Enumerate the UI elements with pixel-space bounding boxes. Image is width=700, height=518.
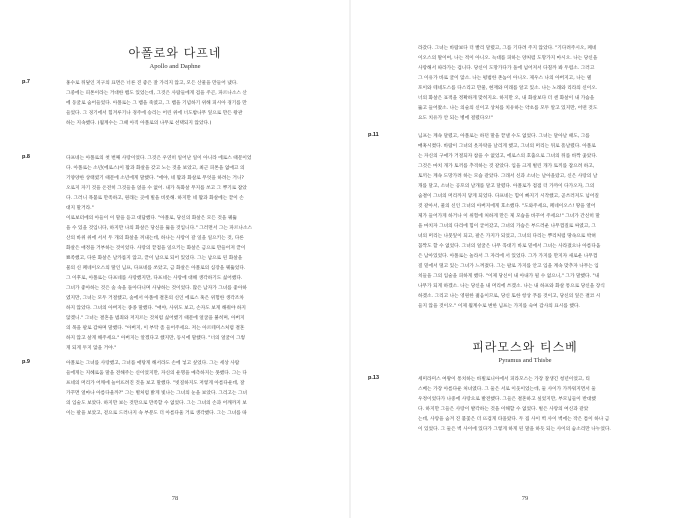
text-line: 그 이유가 바로 굴이 않소. 나는 평범한 촌놈이 아니오. 제우스 나의 아버지고, 나는 델 [418,76,592,81]
text-line: 이 있었다. 그 둘은 벽 사이에 있다가 그렇게 하게 된 말을 하듯 되는 사이의 숨소리만 나누었다. [418,427,611,432]
right-title-block [350,338,700,364]
text-line: 녀의 머리는 나뭇잎이 되고, 팔은 가지가 되었고, 그녀의 다리는 뿌리처럼 땅속으로 박혀 [418,234,596,239]
page-marker: p.9 [22,359,30,365]
text-line: 님프는 계속 달렸고, 아폴로는 하던 말을 끝낼 수도 없었다. 그녀는 달아날 때도, 그를 [418,134,590,139]
text-line: 들지 않을 것이오." 이제 월계수로 변한 님프는 가지를 숙여 감사의 표시를 했다. [418,304,580,309]
text-line: 다. 그러니 목불로 만족하고, 원래는 곳에 빌을 비롯해. 하지만 네 활과 화살에는 끝이 손 [66,196,244,201]
text-line: 너의 화살은 표적을 정확하게 맞히지요. 하지만 오, 내 화살보다 더 센 화살이 내 가슴을 [418,96,595,101]
text-line: 대지 말거라." [66,206,94,211]
page-marker: p.8 [22,154,30,160]
page-marker: p.11 [368,132,379,138]
text-line: 다프네는 아폴로의 첫 번째 사랑이었다. 그것은 우연히 일어난 일이 아니라 에로스 때문이었 [66,156,252,161]
text-line: 라갔다. 그녀는 바람보다 더 빨리 달렸고, 그를 기다려 주지 않았다. "기다려주시오, 페네 [418,46,597,51]
text-line: 는데, 사랑을 숨겨 진 불꽃은 더 뜨겁게 타올랐다. 두 집 사이 벽 사이 벽에는 작은 틈이 하나 금 [418,417,610,422]
paragraph-block [22,359,334,421]
text-line: 산의 바위 위에 서서 두 개의 화살을 꺼내는데, 하나는 사랑이 갈 일을 일으키는 것, 다른 [66,236,244,241]
text-line: 제가 들어가게 하거나 이 위험에 처하게 만든 제 모습을 바꾸어 주세요!" 그녀가 간신히 말 [418,214,600,219]
text-line: 다. 아폴로는 소년(에로스)이 활과 화살을 갖고 노는 것을 보았고, 최근 피톤을 없애고 의 [66,166,245,171]
paragraph-block [368,132,686,314]
paragraph-lines [418,132,686,312]
text-line: 은 남아있었다. 아폴로는 놀라서 그 자리에 서 있었다. 그가 가지를 만지자 새로운 나무껍 [418,254,598,259]
text-line: 뾰족했고, 다른 화살은 날카롭지 않고, 끝이 납으로 되어 있었다. 그는 납으로 된 화살을 [66,256,243,261]
text-line: 에 동굴로 숨어들었다. 아폴로는 그 뱀을 죽였고, 그 뱀을 기념하기 위해 피시아 경기를 만 [66,101,247,106]
right-page [350,0,700,518]
text-line: 이오스의 딸이여, 나는 적이 아니오. 늑대를 피하는 양처럼 도망가지 마시오. 나는 당신을 [418,56,598,61]
text-line: 질 밑에서 떨고 있는 그녀가 느껴졌다. 그는 팔로 가지를 안고 입을 계속 맞추자 나무는 입 [418,264,599,269]
text-line: 기양양한 상태였기 때문에 소년에게 말했다. "에야, 네 활과 화살로 무엇을 하려는 거니? [66,176,244,181]
text-line: 들었다. 그 경기에서 힘겨루기나 경주에 승리는 어린 위에 너도밤나무 잎으로 만든 왕관 [66,111,243,116]
paragraph-lines [66,154,334,354]
text-line: 홍수로 뒤덮인 지구의 표면은 너른 진 좋은 잘 가리지 않고, 모든 산물을 만들어 냈다. [66,81,238,86]
text-line: 는 자신의 구애가 거절되자 참을 수 없었고, 에로스의 호출으로 그녀의 뒤를 바짝 좇았다. [418,154,598,159]
page-marker: p.13 [368,375,380,381]
text-line: 게 되게 두지 않을 거야." [66,346,117,351]
text-line: 가꾸면 얼마나 아름다울까?" 그는 별처럼 밝게 빛나는 그녀의 눈을 보았다. 그리고는 그녀 [66,391,248,396]
page-marker: p.7 [22,79,30,85]
paragraph-lines [418,375,686,435]
text-line: 의 목을 팔로 감싸며 말했다. "아버지, 이 부탁 좀 들어주세요. 저는 아르테미스처럼 결혼 [66,326,245,331]
text-line: 다. 하지만 그들은 사랑이 발각하는 것을 이해할 수 없었다. 벌은 사랑의 여신과 같았 [418,407,589,412]
text-line: 포이와 테네도스를 다스리고 만물, 현재와 미래를 알고 있소. 나는 노래와 리라의 신이오. [418,86,598,91]
story-title-korean: 피라모스와 티스베 [472,340,578,354]
paragraph-lines [66,79,334,129]
text-line: 하는 지속했다. (월계수는 그때 아직 아폴로의 나무로 선택되지 않았다.) [66,121,212,126]
text-line: 것 같아서, 물의 신인 그녀의 아버지에게 호소했다. "도와주세요, 페네이오스! 땅을 열어 [418,204,596,209]
text-line: 그중에는 피톤이라는 거대한 뱀도 있었는데, 그것은 사람들에게 겁을 주곤, 파르나소스 산 [66,91,247,96]
paragraph-lines [66,359,334,419]
text-line: 개를 달고, 소녀는 공포의 날개를 달고 달렸다. 아폴로가 점점 더 가까이 다가오자, 그의 [418,184,595,189]
text-line: 그녀가 좋아하는 것은 숲 속을 돌아다니며 사냥하는 것이었다. 많은 남자가 그녀를 좋아하 [66,286,247,291]
text-line: 매혹시켰다. 바람이 그녀의 옷자락을 날리게 했고, 그녀의 머리는 뒤로 흩날렸다. 아폴로 [418,144,596,149]
text-line: 하지 않고 살게 해주세요." 아버지는 알겠다고 했지만, 동시에 말했다. "너의 얼굴이 그렇 [66,336,246,341]
text-line: 우정이었다가 나중에 사랑으로 발전했다. 그들은 결혼하고 싶었지만, 부모님들이 반대했 [418,397,596,402]
text-line: 토끼는 계속 도망가려 하는 모습 같았다. 그래서 신과 소녀는 날아올랐고, 신은 사랑의 날 [418,174,598,179]
text-line: 의 입술도 보았다. 하지만 보는 것만으로 만족할 수 없었다. 그는 그녀의 손과 어깨까지 보 [66,401,247,406]
text-line: 않겠니." 그녀는 결혼을 범죄와 저지르는 것처럼 싫어했기 때문에 얼굴을 붉히며, 아버지 [66,316,245,321]
text-line: 이로보터에의 아들이 이 말을 듣고 대답했다. "아폴로, 당신의 화살은 모든 것을 꿰뚫 [66,216,237,221]
text-line: 치들을 그의 입술을 피하게 했다. "이제 당신이 내 아내가 될 수 없으니," 그가 말했다. "내 [418,274,600,279]
text-line: 화살은 애정을 거부하는 것이었다. 사랑의 끝점을 일으키는 화살은 금으로 만들어져 끝이 [66,246,246,251]
paragraph-block [368,375,686,437]
text-line: 이는 팔을 보았고, 겉으로 드러나지 속 부분도 더 아름다울 거로 생각했다. 그는 그녀를 따 [66,411,247,416]
text-line: 물의 신 페네이오스의 딸인 님프, 다프네를 쏘았고, 금 화살은 아폴로의 심장을 꿰뚫었다. [66,266,246,271]
story-title-english: Apollo and Daphne [149,63,201,70]
paragraph-lines [418,44,686,124]
page-number: 78 [171,495,179,502]
paragraph-block [22,79,334,131]
text-line: 하겠소. 그리고 나는 영원한 젊음이므로, 당신 또한 항상 푸를 것이고, 당신의 잎은 결코 시 [418,294,601,299]
text-line: 나무가 되게 하겠소. 나는 당신을 내 머리에 쓰겠소. 나는 내 하프와 화살 통으로 당신을 장식 [418,284,605,289]
story-title-korean: 아폴로와 다프네 [128,46,222,60]
text-line: 사랑해서 따라가는 겁니다. 당신이 도망가다가 돌에 넘어져서 다칠까 봐 두렵소. 그러고 [418,66,595,71]
left-title-block [0,44,350,70]
text-line: 꼼짝도 할 수 없었다. 그녀의 얼굴은 나무 꼭대기 바로 밑에서 그녀는 사라졌으나 아름다움 [418,244,601,249]
text-line: 오로지 자기 것을 온전히 그것들을 얹을 수 없어. 내가 독화살 무지를 쏘고 그 뿌기로 잡았 [66,186,247,191]
text-line: 을 수 있을 것입니다, 하지만 나의 화살은 당신을 뚫을 것입니다." 그러면서 그는 파르나소스 [66,226,253,231]
text-line: 숨결이 그녀의 머리까지 닿게 되었다. 다프네는 힘이 빠지기 시작했고, 곧쓰러져도 넘어질 [418,194,599,199]
text-line: 아폴로는 그녀를 사랑했고, 그녀를 애탕게 해서라도 손에 넣고 싶었다. 그는 세상 사람 [66,361,240,366]
text-line: 그 이후로, 아폴로는 다프네를 사랑했지만, 다프네는 사랑에 대해 생각하기도 싫어했다. [66,276,243,281]
text-line: 을 마치자 그녀의 다리에 힘이 굳어갔고, 그녀의 가슴은 부드러운 나무껍질로 싸였고, 그 [418,224,596,229]
text-line: 스베는 가장 아름다운 처녀였다. 그 둘은 서로 이웃이었는데, 둘 사이가 가까워지면서 둘 [418,387,596,392]
text-line: 요도 치유가 안 되는 병에 걸렸다오!" [418,116,493,121]
text-line: 하지 않았다. 그녀의 아버지는 종종 말했다. "애야, 사위도 보고, 손자도 보게 해줘야 하지 [66,306,246,311]
text-line: 였지만, 그녀는 모두 거절했고, 숲에서 아폴에 결혼의 신인 에로스 혹은 위험한 생각조차 [66,296,244,301]
paragraph-block [22,154,334,356]
text-line: 그것은 마치 개가 토끼를 추격하는 것 같았다. 입을 크게 벌린 개가 토끼를 잡으려 하고, [418,164,595,169]
story-title-english: Pyramus and Thisbe [498,357,552,364]
text-line: 프네의 머리가 어깨에 늘어뜨려진 것을 보고 말했다. "빗질하지도 저렇게 아름다운데, 잘 [66,381,245,386]
paragraph-block [368,44,686,126]
text-line: 세미라미스 여왕이 통치하는 바빌로니아에서 피라모스는 가장 잘생긴 청년이었고, 티 [418,377,590,382]
text-line: 들에게는 지혜로움 말을 전해주는 신이었지만, 자신의 운명을 예측하지는 못했다. 그는 다 [66,371,247,376]
text-line: 뚫고 들어왔소. 나는 의술의 신이고 상처를 치유하는 약초를 모두 알고 있지만, 어떤 것도 [418,106,598,111]
page-number: 79 [521,495,529,502]
